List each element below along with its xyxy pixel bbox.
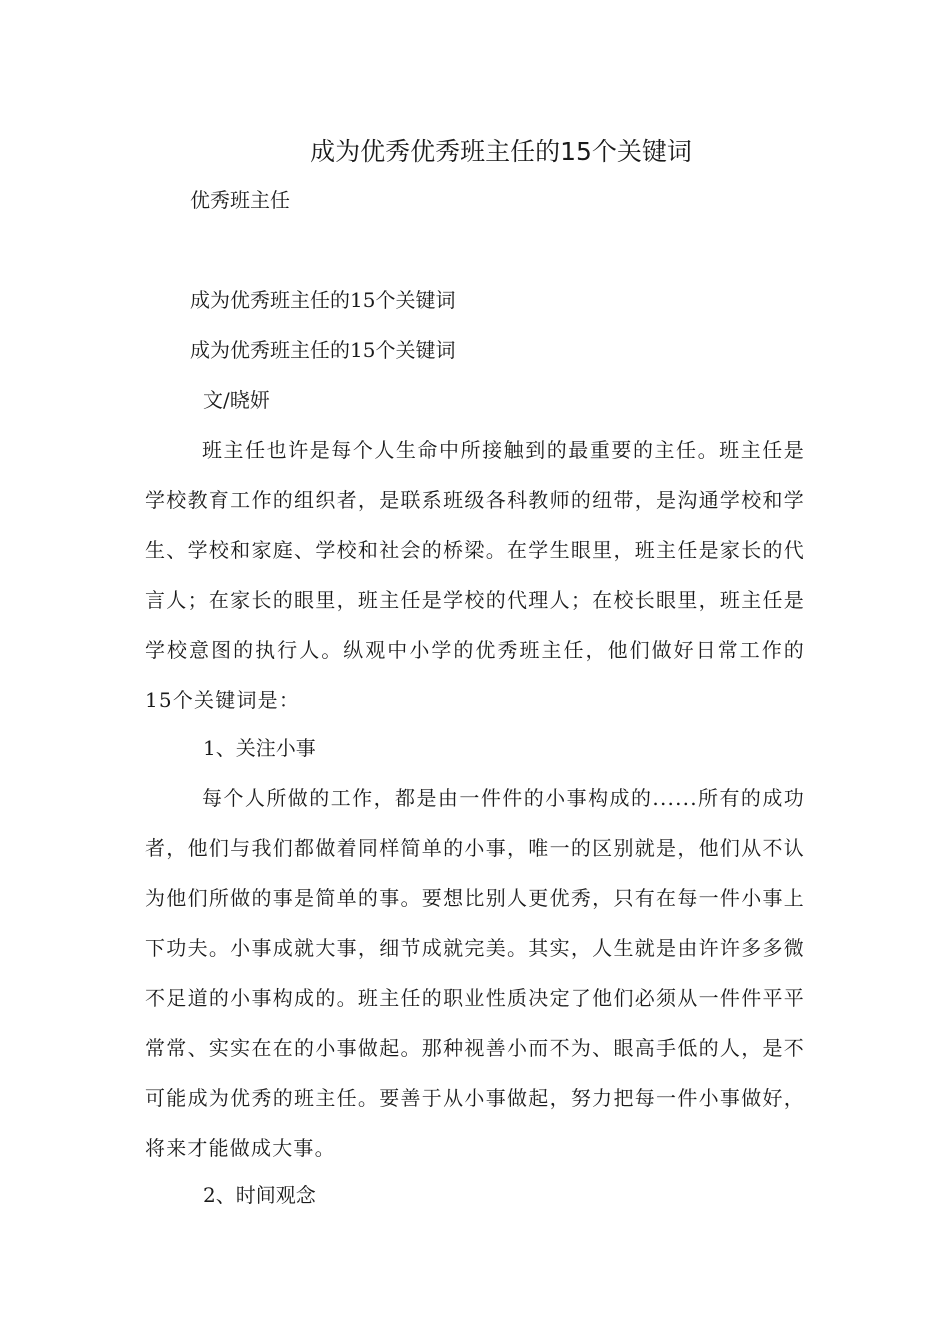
section-heading-2: 2、时间观念 [203, 1183, 316, 1207]
section-heading-1: 1、关注小事 [203, 736, 316, 760]
document-title: 成为优秀优秀班主任的15个关键词 [310, 137, 692, 166]
author-line: 文/晓妍 [203, 388, 270, 412]
repeated-title-line-1: 成为优秀班主任的15个关键词 [190, 288, 456, 312]
intro-paragraph: 班主任也许是每个人生命中所接触到的最重要的主任。班主任是学校教育工作的组织者，是联系班级各科教师的纽带，是沟通学校和学生、学校和家庭、学校和社会的桥梁。在学生眼里，班主任是家长的代言人；在家长的眼里，班主任是学校的代理人；在校长眼里，班主任是学校意图的执行人。纵观中小学的优秀班主任，他们做好日常工作的15个关键词是： [145, 438, 805, 712]
document-subtitle: 优秀班主任 [190, 188, 290, 212]
section-1-paragraph: 每个人所做的工作，都是由一件件的小事构成的......所有的成功者，他们与我们都做着同样简单的小事，唯一的区别就是，他们从不认为他们所做的事是简单的事。要想比别人更优秀，只有在每一件小事上下功夫。小事成就大事，细节成就完美。其实，人生就是由许许多多微不足道的小事构成的。班主任的职业性质决定了他们必须从一件件平平常常、实实在在的小事做起。那种视善小而不为、眼高手低的人，是不可能成为优秀的班主任。要善于从小事做起，努力把每一件小事做好，将来才能做成大事。 [145, 786, 805, 1160]
repeated-title-line-2: 成为优秀班主任的15个关键词 [190, 338, 456, 362]
